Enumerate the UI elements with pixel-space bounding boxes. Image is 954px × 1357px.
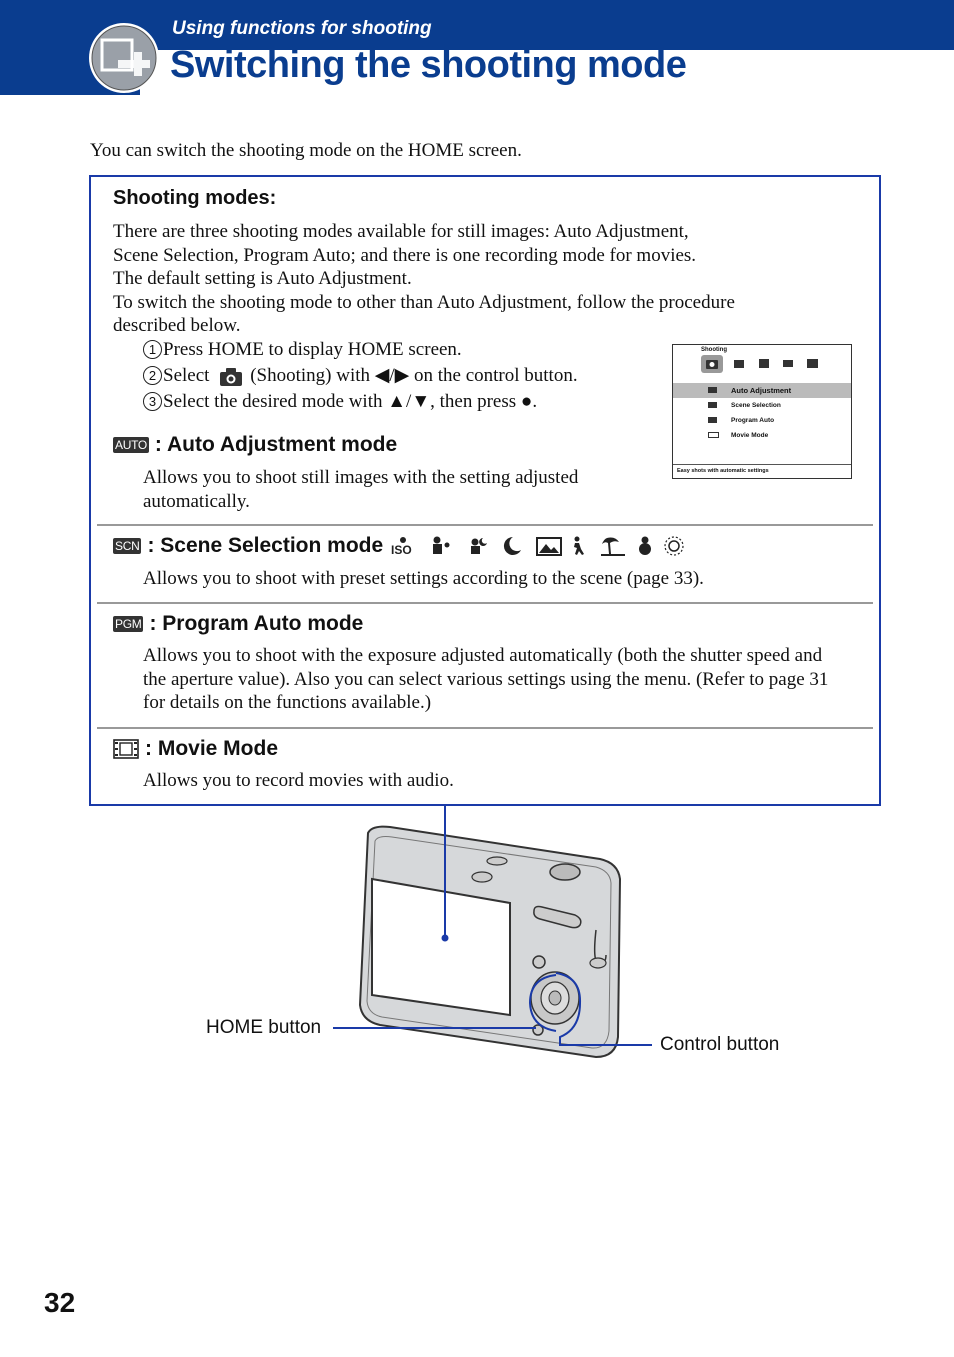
screen-menu-label: Movie Mode [731, 432, 769, 439]
shooting-function-icon [88, 22, 160, 94]
step-3 [143, 389, 578, 415]
program-mode-heading [113, 612, 363, 636]
svg-text:ISO: ISO [391, 543, 412, 557]
paragraph-line: Scene Selection, Program Auto; and there is one recording mode for movies. [113, 244, 697, 266]
divider [97, 602, 873, 604]
auto-mode-title: : Auto Adjustment mode [154, 433, 398, 456]
procedure-steps [143, 337, 578, 415]
screen-menu-item [673, 428, 851, 443]
scene-icon [708, 402, 717, 408]
home-screen-illustration [672, 344, 852, 479]
movie-mode-heading [113, 737, 278, 761]
page-number: 32 [44, 1287, 76, 1318]
section-label: Using functions for shooting [172, 18, 432, 39]
screen-menu-item [673, 413, 851, 428]
screen-menu-list [673, 383, 851, 443]
scene-icons-row [389, 534, 689, 558]
movie-icon [708, 432, 719, 438]
page-title: Switching the shooting mode [170, 44, 687, 86]
shooting-modes-box [89, 175, 881, 806]
desc-line: for details on the functions available.) [143, 692, 432, 713]
intro-paragraph [113, 220, 833, 338]
screen-menu-item [673, 398, 851, 413]
program-mode-desc [143, 644, 828, 715]
screen-menu-label: Auto Adjustment [731, 386, 792, 395]
scene-mode-title: : Scene Selection mode [147, 534, 384, 557]
step-number: 3 [143, 392, 162, 411]
paragraph-line: To switch the shooting mode to other than Auto Adjustment, follow the procedure [113, 291, 735, 313]
desc-line: Allows you to shoot with the exposure adjusted automatically (both the shutter speed and [143, 645, 823, 666]
screen-category-icons [673, 345, 851, 379]
step-text-post: (Shooting) with ◀/▶ on the control button. [250, 365, 578, 386]
step-number: 1 [143, 340, 162, 359]
screen-menu-label: Scene Selection [731, 402, 781, 409]
program-icon [708, 417, 717, 423]
intro-text: You can switch the shooting mode on the HOME screen. [90, 140, 522, 161]
paragraph-line: described below. [113, 315, 241, 336]
scene-mode-desc [143, 567, 704, 591]
desc-line: automatically. [143, 490, 250, 512]
auto-mode-desc [143, 466, 578, 513]
scn-badge-icon: SCN [115, 539, 140, 553]
paragraph-line: There are three shooting modes available for still images: Auto Adjustment, [113, 221, 689, 242]
box-title: Shooting modes: [113, 187, 277, 209]
step-number: 2 [143, 366, 162, 385]
camera-illustration [0, 805, 954, 1075]
divider [97, 727, 873, 729]
desc-line: the aperture value). Also you can select various settings using the menu. (Refer to page 31 [143, 668, 829, 690]
desc-line: Allows you to shoot with preset settings according to the scene (page 33). [143, 568, 704, 589]
auto-mode-heading [113, 433, 397, 457]
desc-line: Allows you to record movies with audio. [143, 770, 454, 791]
screen-menu-label: Program Auto [731, 417, 775, 424]
movie-mode-title: : Movie Mode [145, 737, 279, 760]
screen-top-bar [673, 345, 851, 379]
movie-film-icon [113, 739, 139, 759]
screen-menu-item [673, 383, 851, 398]
camera-icon [218, 367, 244, 387]
control-button-label: Control button [660, 1034, 780, 1055]
page-header [0, 0, 954, 95]
step-text-pre: Select [163, 365, 210, 386]
auto-badge-icon: AUTO [115, 438, 147, 452]
step-2 [143, 363, 578, 389]
step-text: Select the desired mode with ▲/▼, then press ●. [163, 391, 538, 412]
auto-icon [708, 387, 717, 393]
desc-line: Allows you to shoot still images with the setting adjusted [143, 467, 579, 488]
paragraph-line: The default setting is Auto Adjustment. [113, 268, 412, 289]
program-mode-title: : Program Auto mode [149, 612, 364, 635]
step-text: Press HOME to display HOME screen. [163, 339, 462, 360]
home-button-label: HOME button [206, 1017, 322, 1038]
step-1 [143, 337, 578, 363]
scene-mode-heading [113, 534, 689, 558]
pgm-badge-icon: PGM [115, 617, 142, 631]
divider [97, 524, 873, 526]
screen-footer: Easy shots with automatic settings [673, 464, 851, 478]
camera-illustration-area [0, 805, 954, 1075]
movie-mode-desc [143, 769, 454, 793]
screen-title: Shooting [701, 347, 727, 353]
